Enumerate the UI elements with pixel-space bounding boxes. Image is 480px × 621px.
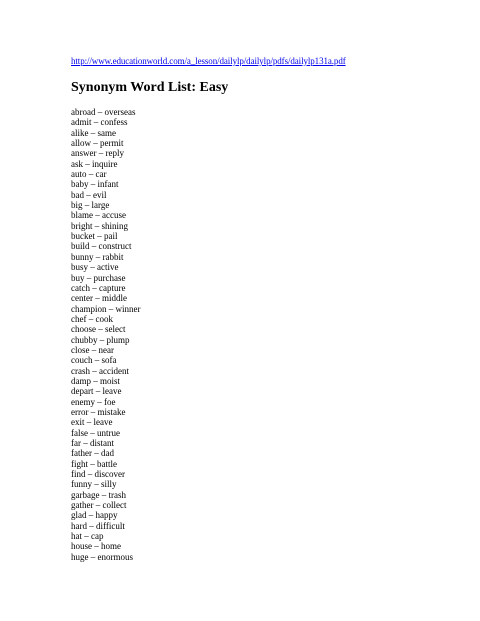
synonym-pair: funny – silly xyxy=(71,479,117,490)
synonym-pair: depart – leave xyxy=(71,386,122,397)
synonym-pair: admit – confess xyxy=(71,117,128,128)
synonym-pair: fight – battle xyxy=(71,458,117,469)
synonym-pair: gather – collect xyxy=(71,500,127,511)
synonym-pair: build – construct xyxy=(71,241,132,252)
synonym-pair: hard – difficult xyxy=(71,520,125,531)
synonym-pair: bunny – rabbit xyxy=(71,251,124,262)
synonym-pair: big – large xyxy=(71,200,110,211)
synonym-pair: enemy – foe xyxy=(71,396,116,407)
synonym-pair: far – distant xyxy=(71,438,114,448)
synonym-pair: chef – cook xyxy=(71,313,113,324)
synonym-pair: crash – accident xyxy=(71,365,129,376)
synonym-pair: ask – inquire xyxy=(71,158,118,169)
synonym-pair: damp – moist xyxy=(71,375,120,386)
synonym-pair: center – middle xyxy=(71,293,127,304)
synonym-word-list xyxy=(71,107,140,562)
synonym-pair: hat – cap xyxy=(71,531,104,542)
synonym-pair: abroad – overseas xyxy=(71,107,136,117)
synonym-pair: busy – active xyxy=(71,262,119,273)
synonym-pair: choose – select xyxy=(71,324,126,335)
synonym-pair: bad – evil xyxy=(71,189,107,200)
synonym-pair: garbage – trash xyxy=(71,489,126,500)
synonym-pair: close – near xyxy=(71,344,114,355)
source-url-link[interactable]: http://www.educationworld.com/a_lesson/dailylp/dailylp/pdfs/dailylp131a.pdf xyxy=(71,56,346,66)
synonym-pair: bright – shining xyxy=(71,220,129,231)
synonym-pair: baby – infant xyxy=(71,179,119,190)
synonym-pair: allow – permit xyxy=(71,138,124,149)
synonym-pair: huge – enormous xyxy=(71,551,133,562)
synonym-pair: auto – car xyxy=(71,169,107,180)
synonym-pair: false – untrue xyxy=(71,427,120,438)
synonym-pair: exit – leave xyxy=(71,417,113,428)
synonym-pair: alike – same xyxy=(71,127,116,138)
synonym-pair: glad – happy xyxy=(71,510,118,521)
synonym-pair: error – mistake xyxy=(71,406,126,417)
synonym-pair: blame – accuse xyxy=(71,210,126,221)
synonym-pair: house – home xyxy=(71,541,121,552)
synonym-pair: find – discover xyxy=(71,469,125,480)
synonym-pair: catch – capture xyxy=(71,282,126,293)
synonym-pair: answer – reply xyxy=(71,148,124,159)
synonym-pair: couch – sofa xyxy=(71,355,117,366)
synonym-pair: buy – purchase xyxy=(71,272,126,283)
page-title: Synonym Word List: Easy xyxy=(71,80,229,95)
synonym-pair: father – dad xyxy=(71,448,114,459)
synonym-pair: champion – winner xyxy=(71,303,141,314)
synonym-pair: chubby – plump xyxy=(71,334,130,345)
synonym-pair: bucket – pail xyxy=(71,231,118,242)
